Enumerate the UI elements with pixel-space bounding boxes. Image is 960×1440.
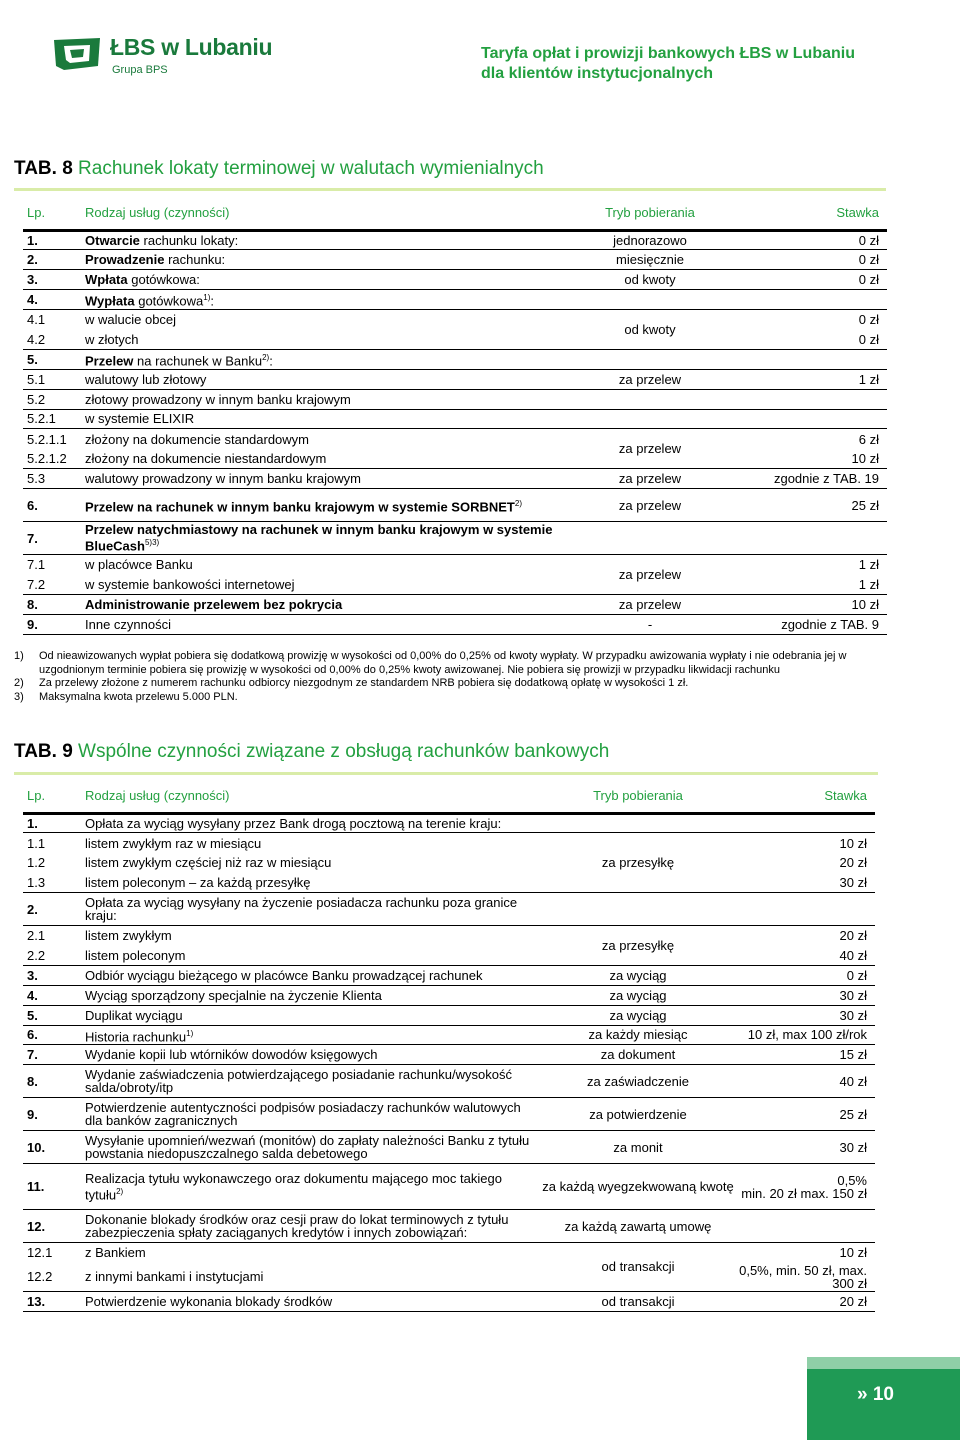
service-name: Potwierdzenie wykonania blokady środków xyxy=(81,1291,541,1311)
rate-value: 0 zł xyxy=(745,329,887,349)
rate-value: 20 zł xyxy=(839,928,867,944)
row-number: 4. xyxy=(23,290,81,310)
charge-mode: za przelew xyxy=(555,489,745,522)
row-number: 7.2 xyxy=(23,574,81,594)
rate-value: 30 zł xyxy=(735,873,875,893)
service-name: walutowy lub złotowy xyxy=(81,369,555,389)
row-number: 5.2.1.2 xyxy=(23,449,81,469)
service-name: Inne czynności xyxy=(81,614,555,634)
charge-mode: za przelew xyxy=(555,469,745,489)
charge-mode: za przelew xyxy=(555,594,745,614)
service-name: Opłata za wyciąg wysyłany na życzenie posiadacza rachunku poza granice kraju: xyxy=(81,893,541,926)
row-number: 4.2 xyxy=(23,329,81,349)
table-row xyxy=(23,449,887,469)
column-header: Stawka xyxy=(745,196,887,230)
table-row xyxy=(23,965,875,985)
tab8-rows xyxy=(23,230,887,634)
table-row xyxy=(23,1045,875,1065)
row-number: 3. xyxy=(23,965,81,985)
table-row xyxy=(23,1210,875,1243)
row-number: 1.2 xyxy=(27,855,46,871)
charge-mode: od kwoty xyxy=(555,310,745,350)
charge-mode xyxy=(541,893,735,926)
footnote: 1) Od nieawizowanych wypłat pobiera się dodatkową prowizję w wysokości od 0,00% do 0,25% od kwoty wypłaty. W przypadku awizowania wypłaty i nie odebrania jej w uzgodnionym terminie pobiera się prowizję w wysokości od 0,00% do 0,25% kwoty awizowanej. Nie pobiera się prowizji w przypadku likwidacji rachunku xyxy=(14,650,847,676)
charge-mode xyxy=(541,813,735,833)
row-number: 6. xyxy=(23,1025,81,1045)
rate-value: 30 zł xyxy=(735,985,875,1005)
table-row xyxy=(23,926,875,946)
charge-mode: za przelew xyxy=(555,429,745,469)
logo-name: ŁBS w Lubaniu xyxy=(110,34,273,60)
table-row xyxy=(23,614,887,634)
row-number: 6. xyxy=(23,489,81,522)
charge-mode: za monit xyxy=(541,1131,735,1164)
table-row xyxy=(23,329,887,349)
tab9-rows xyxy=(23,813,875,1311)
rate-value: 10 zł xyxy=(745,449,887,469)
row-number: 1.1 xyxy=(27,835,46,851)
rate-value: 0,5% min. 20 zł max. 150 zł xyxy=(735,1164,875,1210)
table-row xyxy=(23,250,887,270)
footnotes xyxy=(14,650,880,704)
table-row xyxy=(23,1243,875,1263)
rate-value: 30 zł xyxy=(735,1131,875,1164)
table-header-row xyxy=(23,779,875,813)
table-row xyxy=(23,290,887,310)
rate-value xyxy=(745,290,887,310)
service-name: listem zwykłym raz w miesiącu xyxy=(85,835,262,851)
table-row xyxy=(23,574,887,594)
table-row xyxy=(23,1263,875,1292)
row-number: 8. xyxy=(23,1065,81,1098)
bank-logo xyxy=(50,34,290,84)
rate-value: 1 zł xyxy=(745,574,887,594)
service-name: Przelew natychmiastowy na rachunek w innym banku krajowym w systemie BlueCash$^{5)3)}$ xyxy=(81,522,555,555)
tab9-table xyxy=(23,779,875,1312)
service-name: Odbiór wyciągu bieżącego w placówce Banku prowadzącej rachunek xyxy=(81,965,541,985)
tab9-title: Wspólne czynności związane z obsługą rachunków bankowych xyxy=(78,741,610,762)
charge-mode: za każdy miesiąc xyxy=(541,1025,735,1045)
service-name: w złotych xyxy=(81,329,555,349)
row-number: 8. xyxy=(23,594,81,614)
service-name: Prowadzenie rachunku: xyxy=(81,250,555,270)
service-name: Realizacja tytułu wykonawczego oraz dokumentu mającego moc takiego tytułu$^{2)}$ xyxy=(81,1164,541,1210)
page-marker-icon: » xyxy=(857,1384,868,1405)
row-number: 13. xyxy=(23,1291,81,1311)
charge-mode: za każdą wyegzekwowaną kwotę xyxy=(541,1164,735,1210)
service-name: listem zwykłym xyxy=(85,928,172,944)
tab8-table xyxy=(23,196,887,635)
table-row xyxy=(23,1065,875,1098)
logo-subtitle: Grupa BPS xyxy=(112,64,168,76)
table-row xyxy=(23,1164,875,1210)
charge-mode: za wyciąg xyxy=(541,1005,735,1025)
charge-mode: za zaświadczenie xyxy=(541,1065,735,1098)
document-title-line2: dla klientów instytucjonalnych xyxy=(481,65,714,82)
row-number: 4.1 xyxy=(27,312,46,328)
service-name: listem poleconym xyxy=(81,945,541,965)
service-name: Wpłata gotówkowa: xyxy=(81,270,555,290)
rate-value xyxy=(745,409,887,429)
service-name: w placówce Banku xyxy=(85,557,193,573)
charge-mode: za wyciąg xyxy=(541,965,735,985)
table-row xyxy=(23,833,875,853)
rate-value: 25 zł xyxy=(745,489,887,522)
rate-value: zgodnie z TAB. 9 xyxy=(745,614,887,634)
row-number: 5.2.1 xyxy=(23,409,81,429)
footnote: 3) Maksymalna kwota przelewu 5.000 PLN. xyxy=(14,690,238,703)
rate-value: 0,5%, min. 50 zł, max. 300 zł xyxy=(735,1263,875,1292)
table-row xyxy=(23,489,887,522)
column-header: Lp. xyxy=(23,196,81,230)
rate-value: 0 zł xyxy=(745,230,887,250)
service-name: Wydanie zaświadczenia potwierdzającego posiadanie rachunku/wysokość salda/obroty/itp xyxy=(81,1065,541,1098)
page-number xyxy=(857,1384,894,1406)
page-number-value: 10 xyxy=(872,1384,894,1405)
tab8-title: Rachunek lokaty terminowej w walutach wymienialnych xyxy=(78,158,544,179)
table-row xyxy=(23,594,887,614)
rate-value xyxy=(735,893,875,926)
row-number: 1. xyxy=(23,230,81,250)
row-number: 11. xyxy=(23,1164,81,1210)
column-header: Stawka xyxy=(735,779,875,813)
service-name: z Bankiem xyxy=(85,1245,146,1261)
row-number: 12.2 xyxy=(23,1263,81,1292)
rate-value: 10 zł, max 100 zł/rok xyxy=(735,1025,875,1045)
row-number: 5.2.1.1 xyxy=(27,431,67,447)
charge-mode: od transakcji xyxy=(541,1243,735,1291)
charge-mode xyxy=(555,409,745,429)
page-number-box xyxy=(807,1357,960,1440)
tab8-heading xyxy=(14,158,544,180)
rate-value: 0 zł xyxy=(858,312,879,328)
rate-value: 10 zł xyxy=(839,835,867,851)
charge-mode xyxy=(555,389,745,409)
service-name: w walucie obcej xyxy=(85,312,177,328)
service-name: w systemie bankowości internetowej xyxy=(81,574,555,594)
table-row xyxy=(23,1291,875,1311)
charge-mode: od kwoty xyxy=(555,270,745,290)
tab8-prefix: TAB. 8 xyxy=(14,158,73,179)
rate-value: 20 zł xyxy=(735,1291,875,1311)
row-number: 2.2 xyxy=(23,945,81,965)
table-row xyxy=(23,1025,875,1045)
service-name: Wypłata gotówkowa$^{1)}$: xyxy=(81,290,555,310)
service-name: w systemie ELIXIR xyxy=(81,409,555,429)
charge-mode: za potwierdzenie xyxy=(541,1098,735,1131)
service-name: Wydanie kopii lub wtórników dowodów księgowych xyxy=(81,1045,541,1065)
rate-value: 1 zł xyxy=(858,557,879,573)
charge-mode: za przesyłkę xyxy=(541,926,735,966)
rate-value: 0 zł xyxy=(745,250,887,270)
column-header: Tryb pobierania xyxy=(555,196,745,230)
table-row xyxy=(23,409,887,429)
rate-value: 10 zł xyxy=(839,1245,867,1261)
column-header: Rodzaj usług (czynności) xyxy=(81,196,555,230)
service-name: Przelew na rachunek w Banku$^{2)}$: xyxy=(81,349,555,369)
service-name: Przelew na rachunek w innym banku krajowym w systemie SORBNET$^{2)}$ xyxy=(81,489,555,522)
table-row xyxy=(23,522,887,555)
service-name: złożony na dokumencie niestandardowym xyxy=(81,449,555,469)
row-number: 12.1 xyxy=(27,1245,53,1261)
table-row xyxy=(23,369,887,389)
document-title xyxy=(481,44,855,84)
service-name: Otwarcie rachunku lokaty: xyxy=(81,230,555,250)
charge-mode: za dokument xyxy=(541,1045,735,1065)
row-number: 5.1 xyxy=(23,369,81,389)
table-row xyxy=(23,310,887,330)
table-row xyxy=(23,429,887,449)
service-name: Historia rachunku$^{1)}$ xyxy=(81,1025,541,1045)
service-name: walutowy prowadzony w innym banku krajowym xyxy=(81,469,555,489)
row-number: 4. xyxy=(23,985,81,1005)
row-number: 3. xyxy=(23,270,81,290)
table-header-row xyxy=(23,196,887,230)
rate-value xyxy=(735,813,875,833)
table-row xyxy=(23,349,887,369)
charge-mode: za wyciąg xyxy=(541,985,735,1005)
rate-value: 10 zł xyxy=(745,594,887,614)
table-row xyxy=(23,469,887,489)
rate-value xyxy=(745,349,887,369)
table-row xyxy=(23,230,887,250)
column-header: Rodzaj usług (czynności) xyxy=(81,779,541,813)
rate-value: 25 zł xyxy=(735,1098,875,1131)
table-row xyxy=(23,873,875,893)
table-row xyxy=(23,985,875,1005)
table-row xyxy=(23,853,875,873)
service-name: Wyciąg sporządzony specjalnie na życzenie Klienta xyxy=(81,985,541,1005)
tab8-rule xyxy=(14,188,886,191)
tab9-prefix: TAB. 9 xyxy=(14,741,73,762)
row-number: 12. xyxy=(23,1210,81,1243)
service-name: Opłata za wyciąg wysyłany przez Bank drogą pocztową na terenie kraju: xyxy=(81,813,541,833)
charge-mode: za przelew xyxy=(555,369,745,389)
service-name: Dokonanie blokady środków oraz cesji praw do lokat terminowych z tytułu zabezpieczenia spłaty zaciąganych kredytów i innych zobowiązań: xyxy=(81,1210,541,1243)
rate-value xyxy=(745,389,887,409)
table-row xyxy=(23,945,875,965)
table-row xyxy=(23,1098,875,1131)
table-row xyxy=(23,389,887,409)
charge-mode xyxy=(555,290,745,310)
rate-value: 6 zł xyxy=(858,431,879,447)
tab9-heading xyxy=(14,741,609,763)
rate-value: 0 zł xyxy=(745,270,887,290)
charge-mode: jednorazowo xyxy=(555,230,745,250)
rate-value: 40 zł xyxy=(735,1065,875,1098)
table-row xyxy=(23,893,875,926)
tab9-rule xyxy=(14,772,878,775)
table-row xyxy=(23,813,875,833)
table-row xyxy=(23,555,887,575)
row-number: 10. xyxy=(23,1131,81,1164)
charge-mode: - xyxy=(555,614,745,634)
row-number: 2.1 xyxy=(27,928,46,944)
service-name: złotowy prowadzony w innym banku krajowym xyxy=(81,389,555,409)
charge-mode xyxy=(555,522,745,555)
service-name: złożony na dokumencie standardowym xyxy=(85,431,310,447)
charge-mode: miesięcznie xyxy=(555,250,745,270)
column-header: Tryb pobierania xyxy=(541,779,735,813)
row-number: 7. xyxy=(23,1045,81,1065)
service-name: listem zwykłym częściej niż raz w miesiącu xyxy=(85,855,332,871)
service-name: Administrowanie przelewem bez pokrycia xyxy=(81,594,555,614)
service-name: Duplikat wyciągu xyxy=(81,1005,541,1025)
rate-value xyxy=(735,1210,875,1243)
row-number: 5.3 xyxy=(23,469,81,489)
row-number: 7.1 xyxy=(27,557,46,573)
row-number: 5.2 xyxy=(23,389,81,409)
charge-mode: za przelew xyxy=(555,555,745,595)
rate-value: 0 zł xyxy=(735,965,875,985)
rate-value: 30 zł xyxy=(735,1005,875,1025)
charge-mode: za każdą zawartą umowę xyxy=(541,1210,735,1243)
document-title-line1: Taryfa opłat i prowizji bankowych ŁBS w Lubaniu xyxy=(481,45,855,62)
footnote: 2) Za przelewy złożone z numerem rachunku odbiorcy niezgodnym ze standardem NRB pobiera się dodatkową opłatę w wysokości 1 zł. xyxy=(14,677,689,689)
service-name: z innymi bankami i instytucjami xyxy=(81,1263,541,1292)
charge-mode: od transakcji xyxy=(541,1291,735,1311)
rate-value xyxy=(745,522,887,555)
table-row xyxy=(23,1005,875,1025)
rate-value: 1 zł xyxy=(745,369,887,389)
row-number: 2. xyxy=(23,893,81,926)
row-number: 5. xyxy=(23,1005,81,1025)
column-header: Lp. xyxy=(23,779,81,813)
charge-mode: za przesyłkę xyxy=(541,833,735,893)
row-number: 9. xyxy=(23,614,81,634)
service-name: listem poleconym – za każdą przesyłkę xyxy=(81,873,541,893)
rate-value: 20 zł xyxy=(839,855,867,871)
page-box-stripe xyxy=(807,1357,960,1369)
charge-mode xyxy=(555,349,745,369)
row-number: 1.3 xyxy=(23,873,81,893)
service-name: Wysyłanie upomnień/wezwań (monitów) do zapłaty należności Banku z tytułu powstania niedopuszczalnego salda debetowego xyxy=(81,1131,541,1164)
rate-value: 15 zł xyxy=(735,1045,875,1065)
table-row xyxy=(23,1131,875,1164)
row-number: 9. xyxy=(23,1098,81,1131)
row-number: 1. xyxy=(23,813,81,833)
rate-value: 40 zł xyxy=(735,945,875,965)
row-number: 2. xyxy=(23,250,81,270)
bank-logo-icon xyxy=(50,36,104,74)
table-row xyxy=(23,270,887,290)
row-number: 5. xyxy=(23,349,81,369)
rate-value: zgodnie z TAB. 19 xyxy=(745,469,887,489)
service-name: Potwierdzenie autentyczności podpisów posiadaczy rachunków walutowych dla banków zagranicznych xyxy=(81,1098,541,1131)
row-number: 7. xyxy=(23,522,81,555)
